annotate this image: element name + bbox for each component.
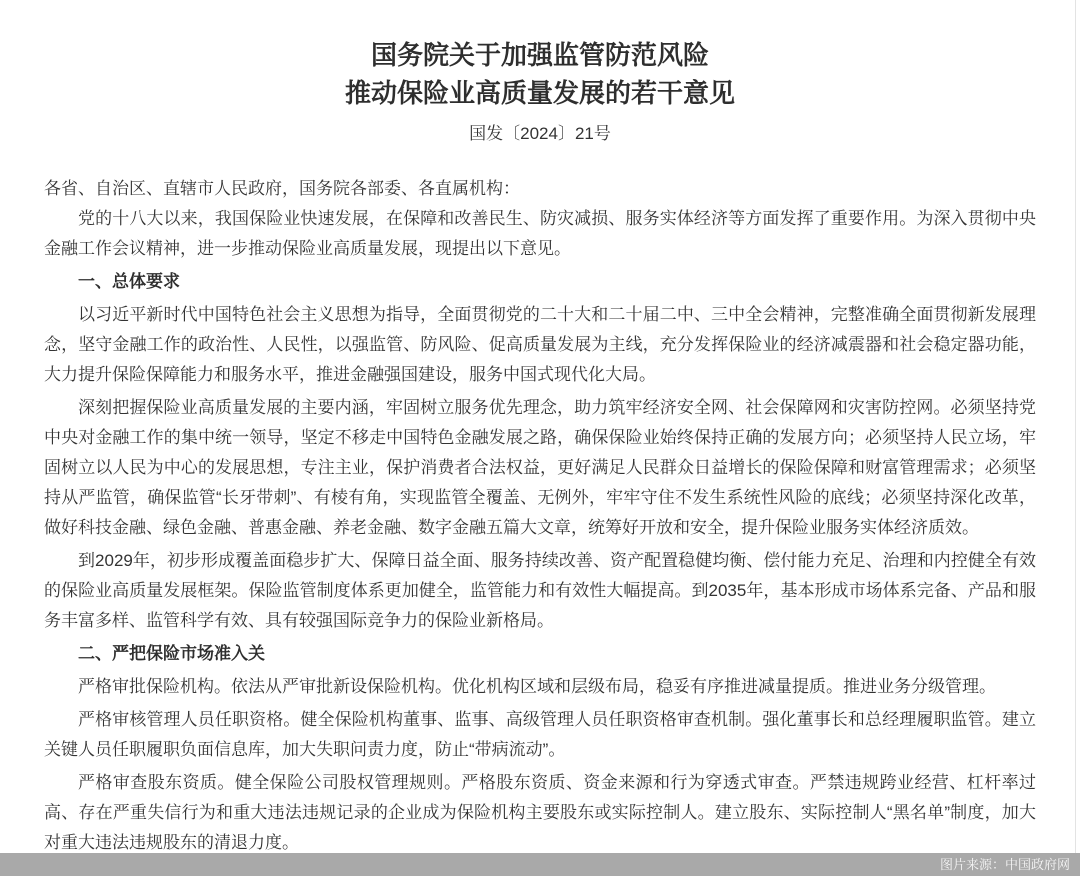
paragraph-shareholder-review: 严格审查股东资质。健全保险公司股权管理规则。严格股东资质、资金来源和行为穿透式审查。严禁违规跨业经营、杠杆率过高、存在严重失信行为和重大违法违规记录的企业成为保险机构主要股东或实际控制人。建立股东、实际控制人“黑名单”制度，加大对重大违法违规股东的清退力度。	[44, 773, 1036, 852]
paragraph-core-principles: 深刻把握保险业高质量发展的主要内涵，牢固树立服务优先理念，助力筑牢经济安全网、社会保障网和灾害防控网。必须坚持党中央对金融工作的集中统一领导，坚定不移走中国特色金融发展之路，确保保险业始终保持正确的发展方向；必须坚持人民立场，牢固树立以人民为中心的发展思想，专注主业，保护消费者合法权益，更好满足人民群众日益增长的保险保障和财富管理需求；必须坚持从严监管，确保监管“长牙带刺”、有棱有角，实现监管全覆盖、无例外，牢牢守住不发生系统性风险的底线；必须坚持深化改革，做好科技金融、绿色金融、普惠金融、养老金融、数字金融五篇大文章，统筹好开放和安全，提升保险业服务实体经济质效。	[44, 398, 1036, 537]
section-heading-1: 一、总体要求	[78, 272, 180, 291]
salutation-line: 各省、自治区、直辖市人民政府，国务院各部委、各直属机构：	[44, 179, 520, 198]
document-title-line-2: 推动保险业高质量发展的若干意见	[344, 78, 735, 108]
paragraph-managers-qualification: 严格审核管理人员任职资格。健全保险机构董事、监事、高级管理人员任职资格审查机制。强化董事长和总经理履职监管。建立关键人员任职履职负面信息库，加大失职问责力度，防止“带病流动”。	[44, 710, 1036, 759]
document-title	[44, 36, 1036, 112]
paragraph-guiding-ideology: 以习近平新时代中国特色社会主义思想为指导，全面贯彻党的二十大和二十届二中、三中全会精神，完整准确全面贯彻新发展理念，坚守金融工作的政治性、人民性，以强监管、防风险、促高质量发展为主线，充分发挥保险业的经济减震器和社会稳定器功能，大力提升保险保障能力和服务水平，推进金融强国建设，服务中国式现代化大局。	[44, 305, 1036, 384]
section-heading-2: 二、严把保险市场准入关	[78, 644, 265, 663]
paragraph-2029-2035-goals: 到2029年，初步形成覆盖面稳步扩大、保障日益全面、服务持续改善、资产配置稳健均衡、偿付能力充足、治理和内控健全有效的保险业高质量发展框架。保险监管制度体系更加健全，监管能力和有效性大幅提高。到2035年，基本形成市场体系完备、产品和服务丰富多样、监管科学有效、具有较强国际竞争力的保险业新格局。	[44, 551, 1036, 630]
paragraph-intro: 党的十八大以来，我国保险业快速发展，在保障和改善民生、防灾减损、服务实体经济等方面发挥了重要作用。为深入贯彻中央金融工作会议精神，进一步推动保险业高质量发展，现提出以下意见。	[44, 209, 1036, 258]
image-credit-text: 图片来源：中国政府网	[939, 857, 1070, 872]
document-title-line-1: 国务院关于加强监管防范风险	[370, 40, 709, 70]
document-number: 国发〔2024〕21号	[469, 124, 611, 143]
paragraph-approve-institutions: 严格审批保险机构。依法从严审批新设保险机构。优化机构区域和层级布局，稳妥有序推进减量提质。推进业务分级管理。	[78, 677, 996, 696]
